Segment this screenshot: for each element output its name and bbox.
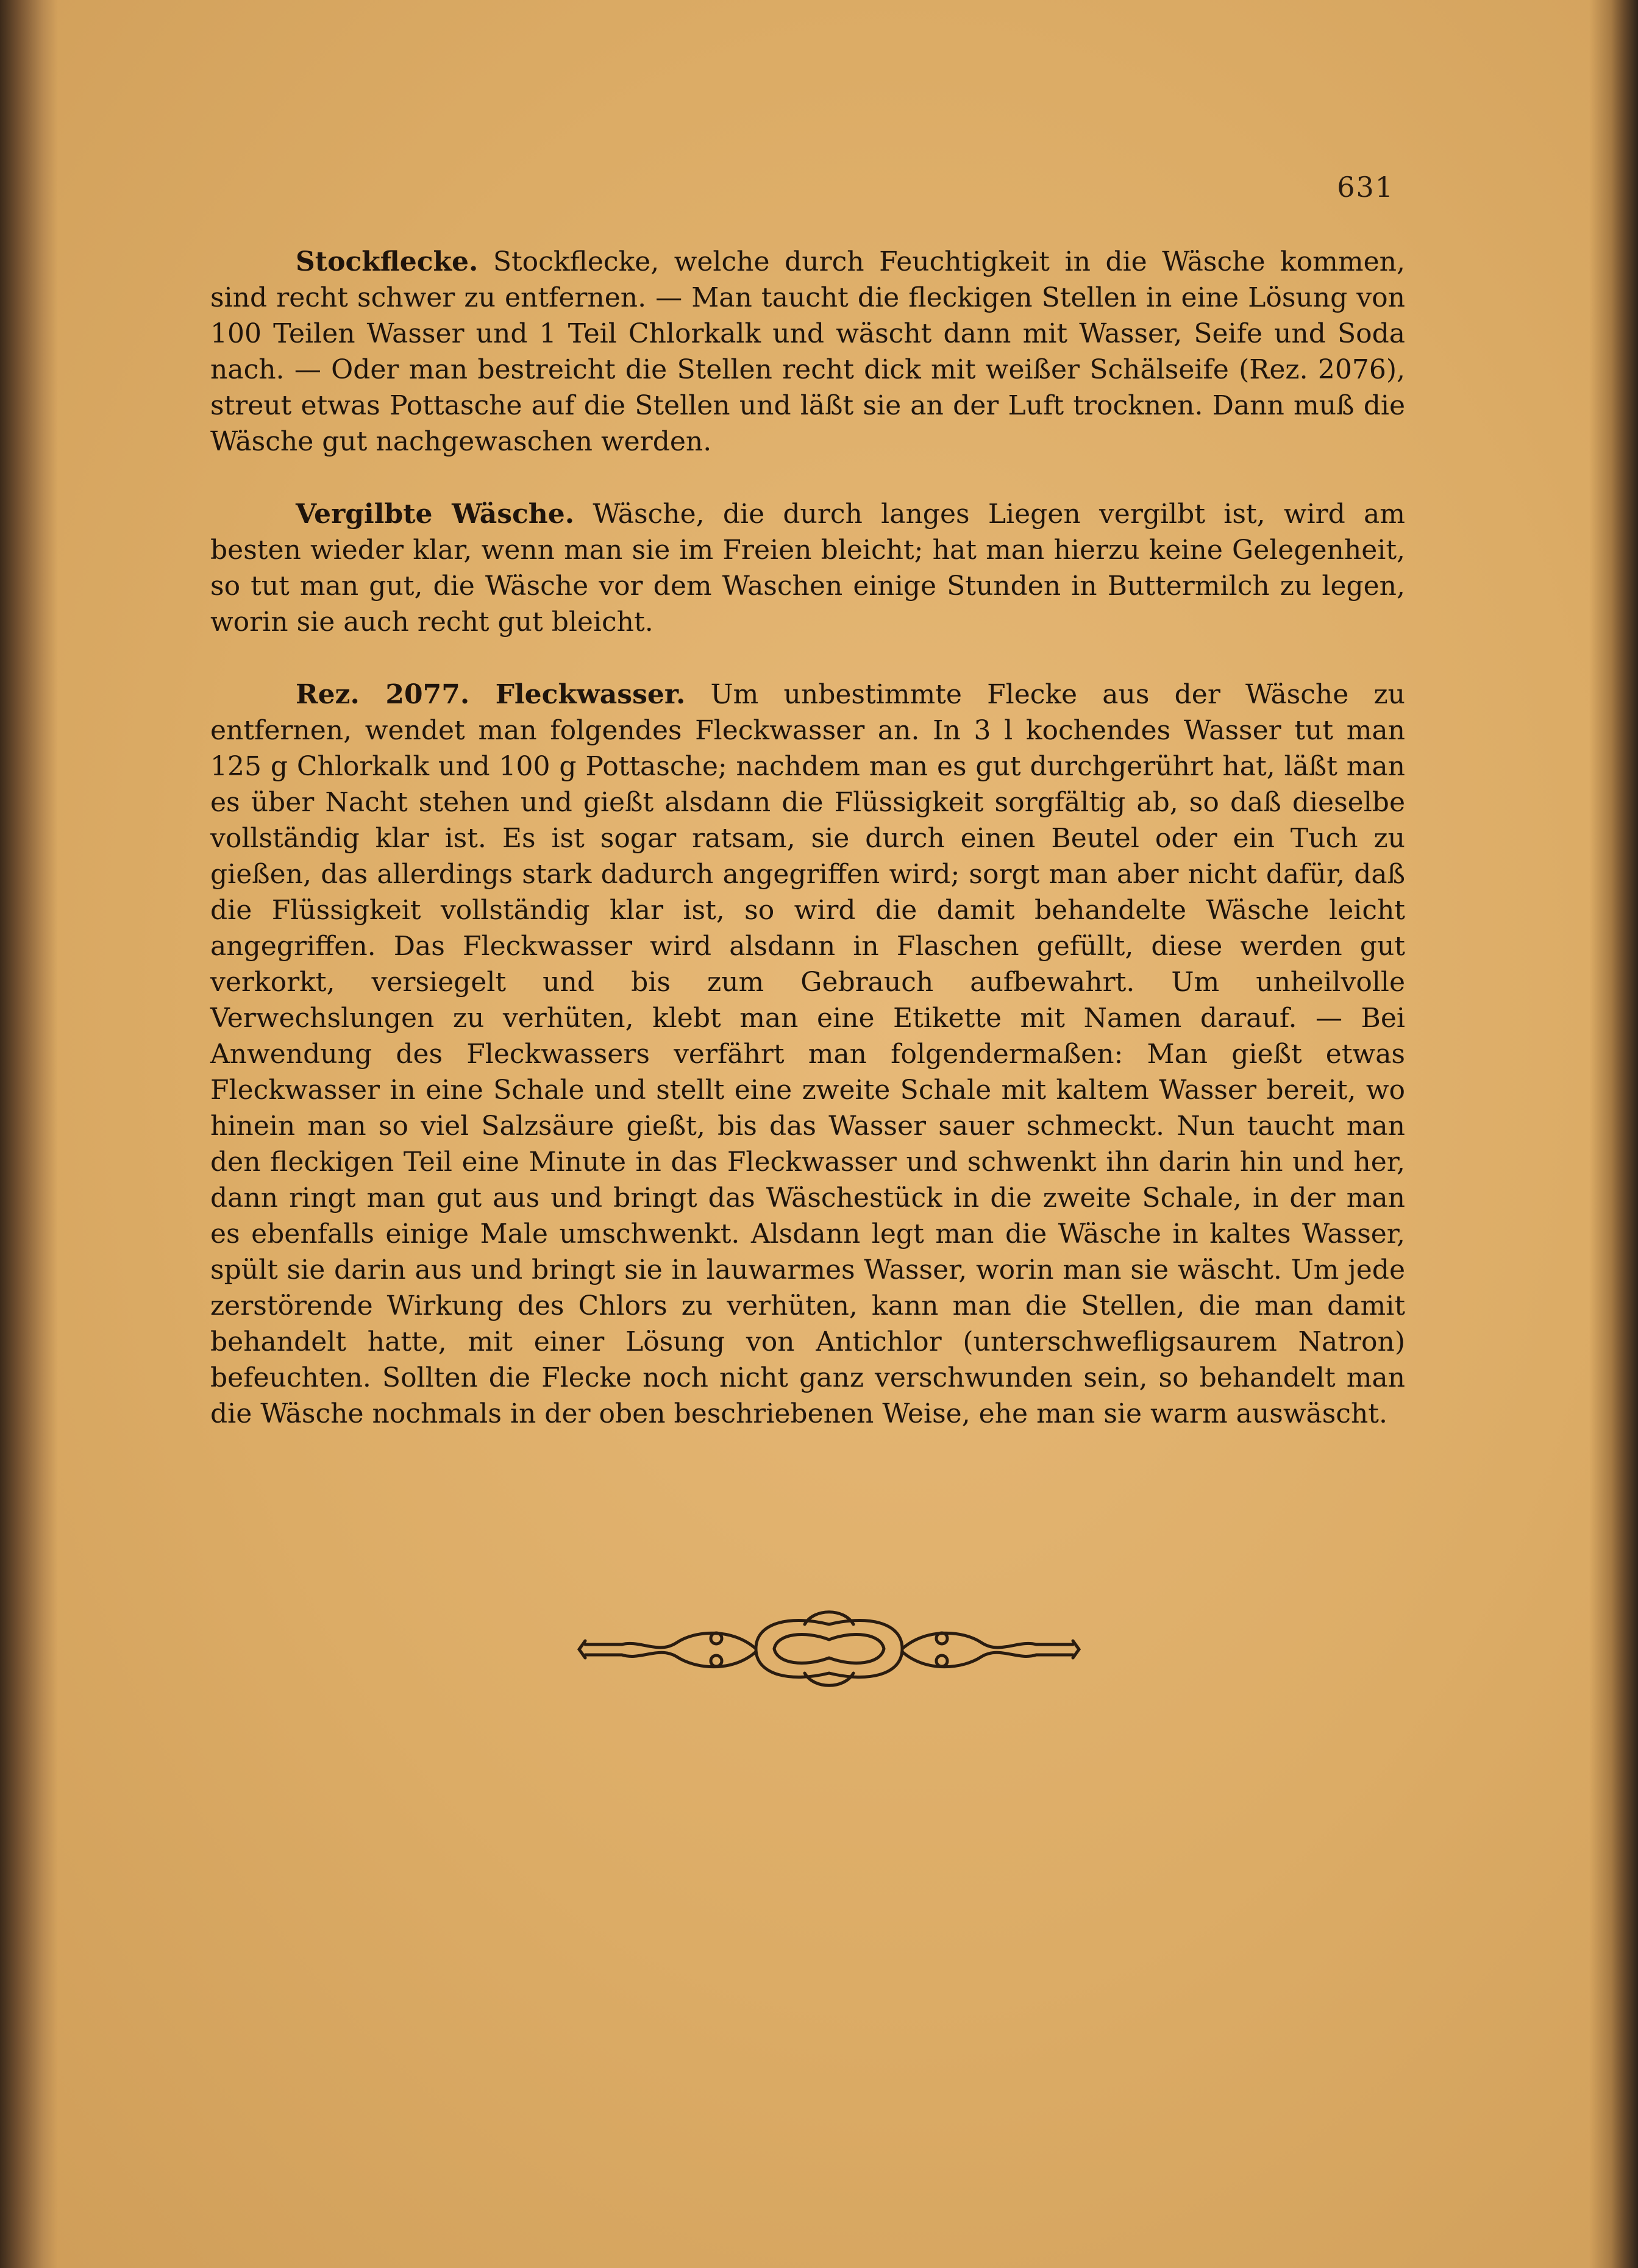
section-vergilbte-waesche <box>210 496 1405 640</box>
page-edge <box>1589 0 1638 2268</box>
section-text: Stockflecke, welche durch Feuchtigkeit in die Wäsche kommen, sind recht schwer zu entfernen. — Man taucht die fleckigen Stellen in eine Lösung von 100 Teilen Wasser und 1 Teil Chlorkalk und wäscht dann mit Wasser, Seife und Soda nach. — Oder man bestreicht die Stellen recht dick mit weißer Schälseife (Rez. 2076), streut etwas Pottasche auf die Stellen und läßt sie an der Luft trocknen. Dann muß die Wäsche gut nachgewaschen werden. <box>210 246 1405 457</box>
page-body <box>210 244 1405 1468</box>
section-text: Um unbestimmte Flecke aus der Wäsche zu entfernen, wendet man folgendes Fleckwasser an. In 3 l kochendes Wasser tut man 125 g Chlorkalk und 100 g Pottasche; nachdem man es gut durchgerührt hat, läßt man es über Nacht stehen und gießt alsdann die Flüssigkeit sorgfältig ab, so daß dieselbe vollständig klar ist. Es ist sogar ratsam, sie durch einen Beutel oder ein Tuch zu gießen, das allerdings stark dadurch angegriffen wird; sorgt man aber nicht dafür, daß die Flüssigkeit vollständig klar ist, so wird die damit behandelte Wäsche leicht angegriffen. Das Fleckwasser wird alsdann in Flaschen gefüllt, diese werden gut verkorkt, versiegelt und bis zum Gebrauch aufbewahrt. Um unheilvolle Verwechslungen zu verhüten, klebt man eine Etikette mit Namen darauf. — Bei Anwendung des Fleckwassers verfährt man folgendermaßen: Man gießt etwas Fleckwasser in eine Schale und stellt eine zweite Schale mit kaltem Wasser bereit, wo hinein man so viel Salzsäure gießt, bis das Wasser sauer schmeckt. Nun taucht man den fleckigen Teil eine Minute in das Fleckwasser und schwenkt ihn darin hin und her, dann ringt man gut aus und bringt das Wäschestück in die zweite Schale, in der man es ebenfalls einige Male umschwenkt. Alsdann legt man die Wäsche in kaltes Wasser, spült sie darin aus und bringt sie in lauwarmes Wasser, worin man sie wäscht. Um jede zerstörende Wirkung des Chlors zu verhüten, kann man die Stellen, die man damit behandelt hatte, mit einer Lösung von Antichlor (unterschwefligsaurem Natron) befeuchten. Sollten die Flecke noch nicht ganz verschwunden sein, so behandelt man die Wäsche nochmals in der oben beschriebenen Weise, ehe man sie warm auswäscht. <box>210 679 1405 1429</box>
section-fleckwasser <box>210 677 1405 1432</box>
gutter-shadow <box>0 0 58 2268</box>
ornament-divider-icon <box>573 1603 1085 1694</box>
section-stockflecke <box>210 244 1405 460</box>
section-heading: Rez. 2077. Fleckwasser. <box>296 679 686 710</box>
section-heading: Stockflecke. <box>296 246 479 277</box>
section-text: Wäsche, die durch langes Liegen vergilbt ist, wird am besten wieder klar, wenn man sie im Freien bleicht; hat man hierzu keine Gelegenheit, so tut man gut, die Wäsche vor dem Waschen einige Stunden in Buttermilch zu legen, worin sie auch recht gut bleicht. <box>210 499 1405 638</box>
page-number: 631 <box>1337 171 1394 204</box>
section-heading: Vergilbte Wäsche. <box>296 499 575 530</box>
